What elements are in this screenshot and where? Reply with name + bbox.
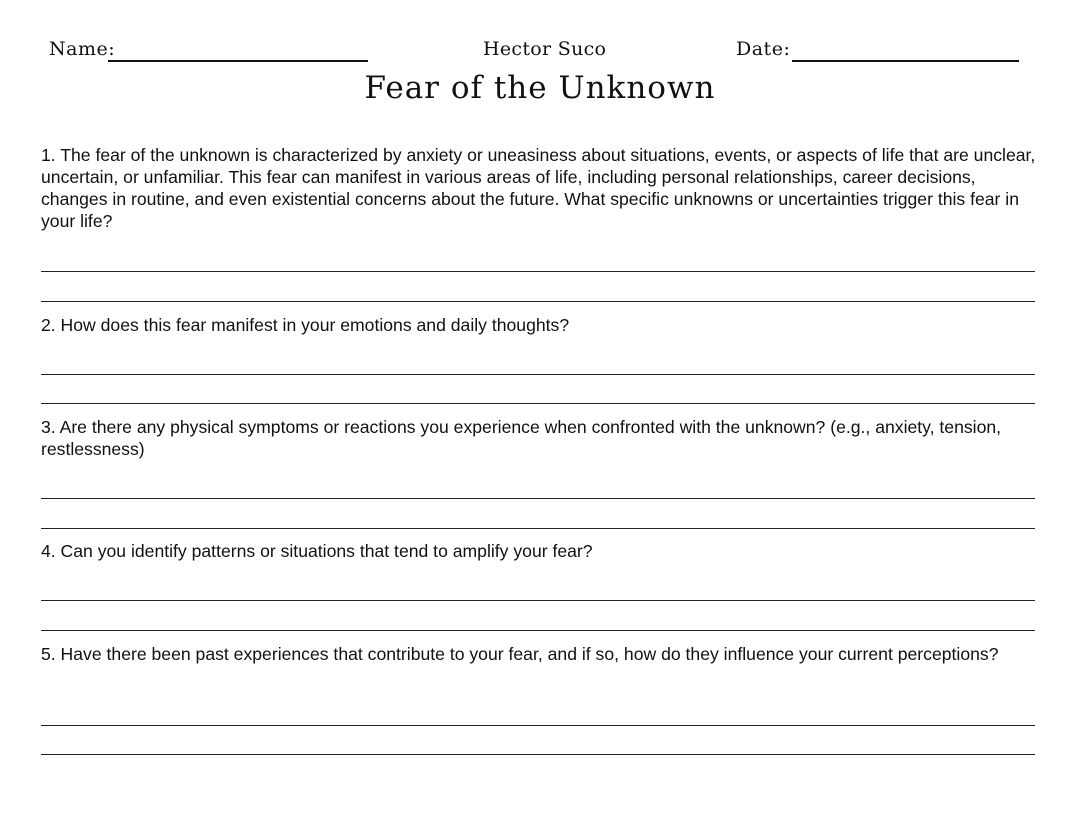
answer-line-1b[interactable] xyxy=(41,301,1035,302)
question-5: 5. Have there been past experiences that contribute to your fear, and if so, how do they influence your current perceptions? xyxy=(41,644,999,664)
name-label: Name: xyxy=(49,38,116,60)
answer-line-5a[interactable] xyxy=(41,725,1035,726)
answer-line-3b[interactable] xyxy=(41,528,1035,529)
answer-line-5b[interactable] xyxy=(41,754,1035,755)
question-2: 2. How does this fear manifest in your emotions and daily thoughts? xyxy=(41,315,570,335)
answer-line-2a[interactable] xyxy=(41,374,1035,375)
page-title: Fear of the Unknown xyxy=(364,70,716,106)
answer-line-2b[interactable] xyxy=(41,403,1035,404)
date-field[interactable] xyxy=(792,60,1019,62)
answer-line-3a[interactable] xyxy=(41,498,1035,499)
answer-line-1a[interactable] xyxy=(41,271,1035,272)
name-field[interactable] xyxy=(108,60,368,62)
date-label: Date: xyxy=(736,38,791,60)
question-1: 1. The fear of the unknown is characterized by anxiety or uneasiness about situations, events, or aspects of life that are unclear, uncertain, or unfamiliar. This fear can manifest in various areas of life, including personal relationships, career decisions, changes in routine, and even existential concerns about the future. What specific unknowns or uncertainties trigger this fear in your life? xyxy=(41,145,1036,231)
question-4: 4. Can you identify patterns or situations that tend to amplify your fear? xyxy=(41,541,593,561)
answer-line-4a[interactable] xyxy=(41,600,1035,601)
worksheet-header xyxy=(0,36,1080,66)
author-name: Hector Suco xyxy=(483,38,607,60)
answer-line-4b[interactable] xyxy=(41,630,1035,631)
question-3: 3. Are there any physical symptoms or reactions you experience when confronted with the unknown? (e.g., anxiety, tension, restlessness) xyxy=(41,417,1002,459)
